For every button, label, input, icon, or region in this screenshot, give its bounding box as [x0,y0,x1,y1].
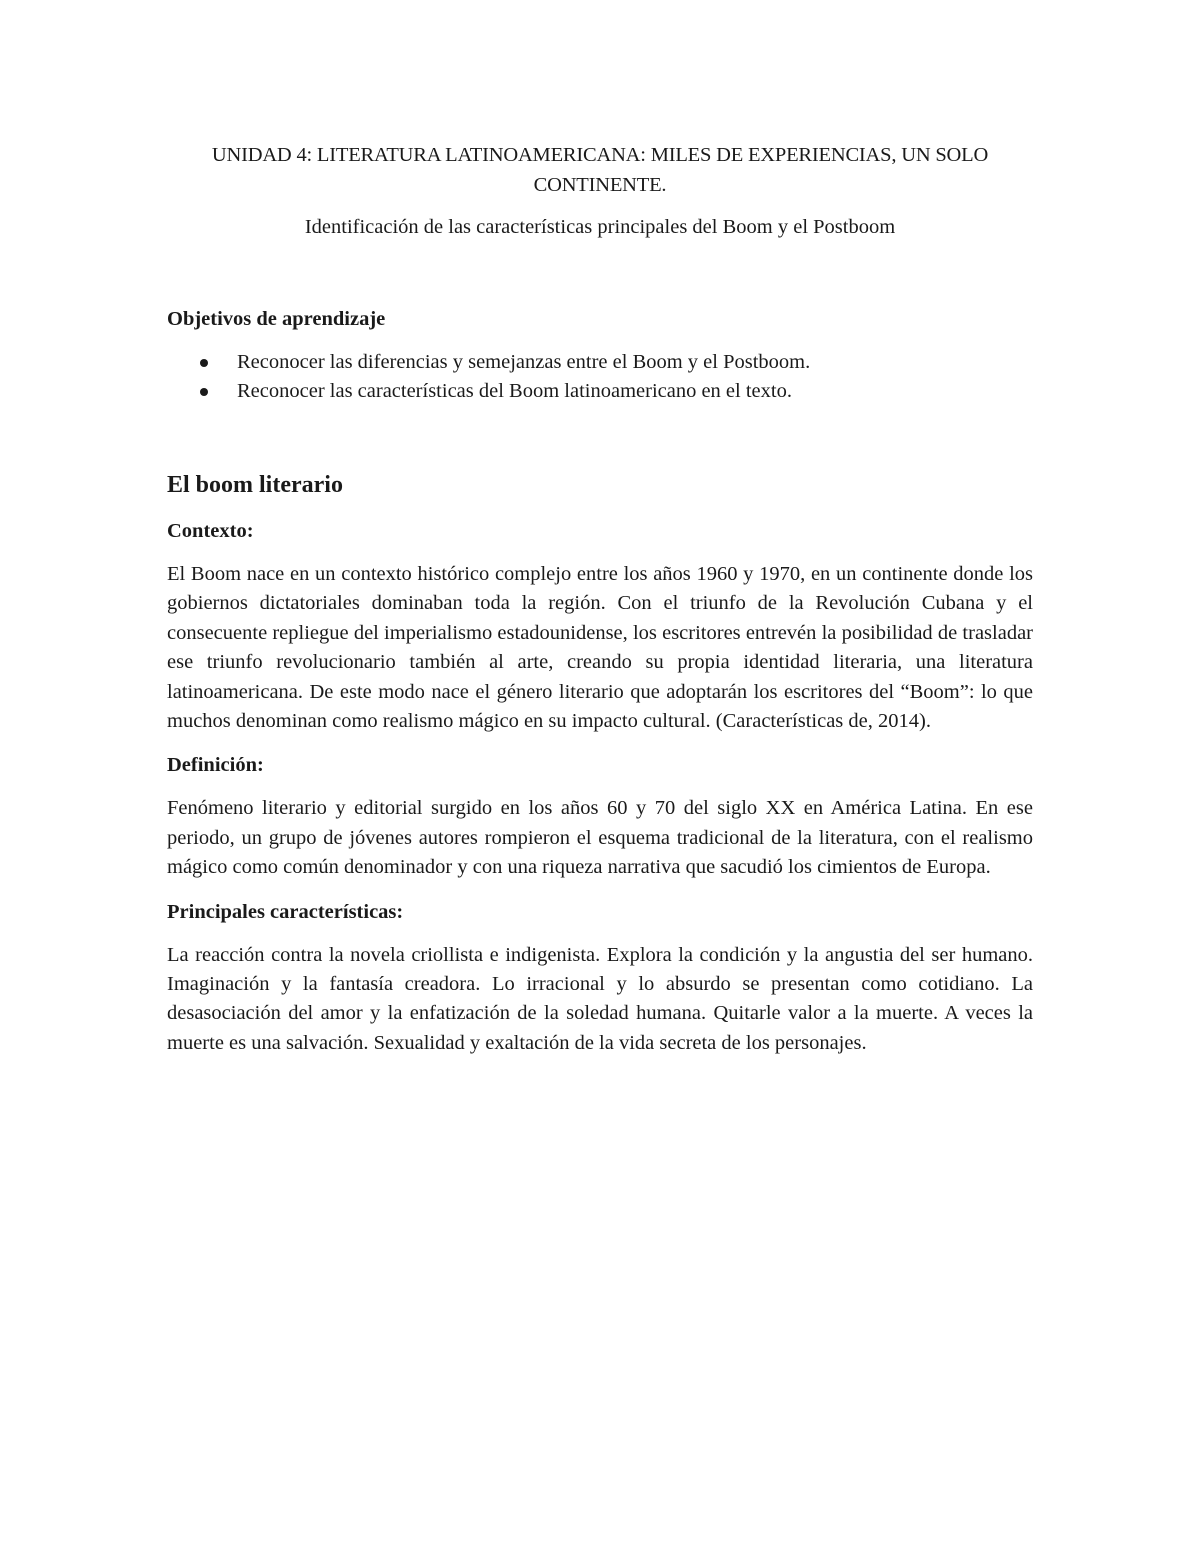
features-paragraph: La reacción contra la novela criollista e indigenista. Explora la condición y la angustia del ser humano. Imaginación y la fantasía creadora. Lo irracional y lo absurdo se presentan como cotidiano. La desasociación del amor y la enfatización de la soledad humana. Quitarle valor a la muerte. A veces la muerte es una salvación. Sexualidad y exaltación de la vida secreta de los personajes. [167,943,1033,1054]
document-title: UNIDAD 4: LITERATURA LATINOAMERICANA: MILES DE EXPERIENCIAS, UN SOLO CONTINENTE. [211,144,989,196]
objectives-list [167,348,1033,406]
objective-text: Reconocer las características del Boom latinoamericano en el texto. [237,380,792,402]
bullet-icon [200,359,208,367]
objectives-heading: Objetivos de aprendizaje [167,308,386,330]
objective-text: Reconocer las diferencias y semejanzas entre el Boom y el Postboom. [237,351,811,373]
context-paragraph: El Boom nace en un contexto histórico complejo entre los años 1960 y 1970, en un continente donde los gobiernos dictatoriales dominaban toda la región. Con el triunfo de la Revolución Cubana y el consecuente repliegue del imperialismo estadounidense, los escritores entrevén la posibilidad de trasladar ese triunfo revolucionario también al arte, creando su propia identidad literaria, una literatura latinoamericana. De este modo nace el género literario que adoptarán los escritores del “Boom”: lo que muchos denominan como realismo mágico en su impacto cultural. (Características de, 2014). [167,563,1033,733]
features-heading: Principales características: [167,900,404,923]
definition-paragraph: Fenómeno literario y editorial surgido en los años 60 y 70 del siglo XX en América Latina. En ese periodo, un grupo de jóvenes autores rompieron el esquema tradicional de la literatura, con el realismo mágico como común denominador y con una riqueza narrativa que sacudió los cimientos de Europa. [167,797,1033,879]
context-heading: Contexto: [167,520,254,542]
objective-item [167,377,1033,406]
bullet-icon [200,388,208,396]
section-title: El boom literario [167,472,343,498]
objective-item [167,348,1033,377]
document-subtitle: Identificación de las características principales del Boom y el Postboom [304,216,896,238]
definition-heading: Definición: [167,754,264,777]
